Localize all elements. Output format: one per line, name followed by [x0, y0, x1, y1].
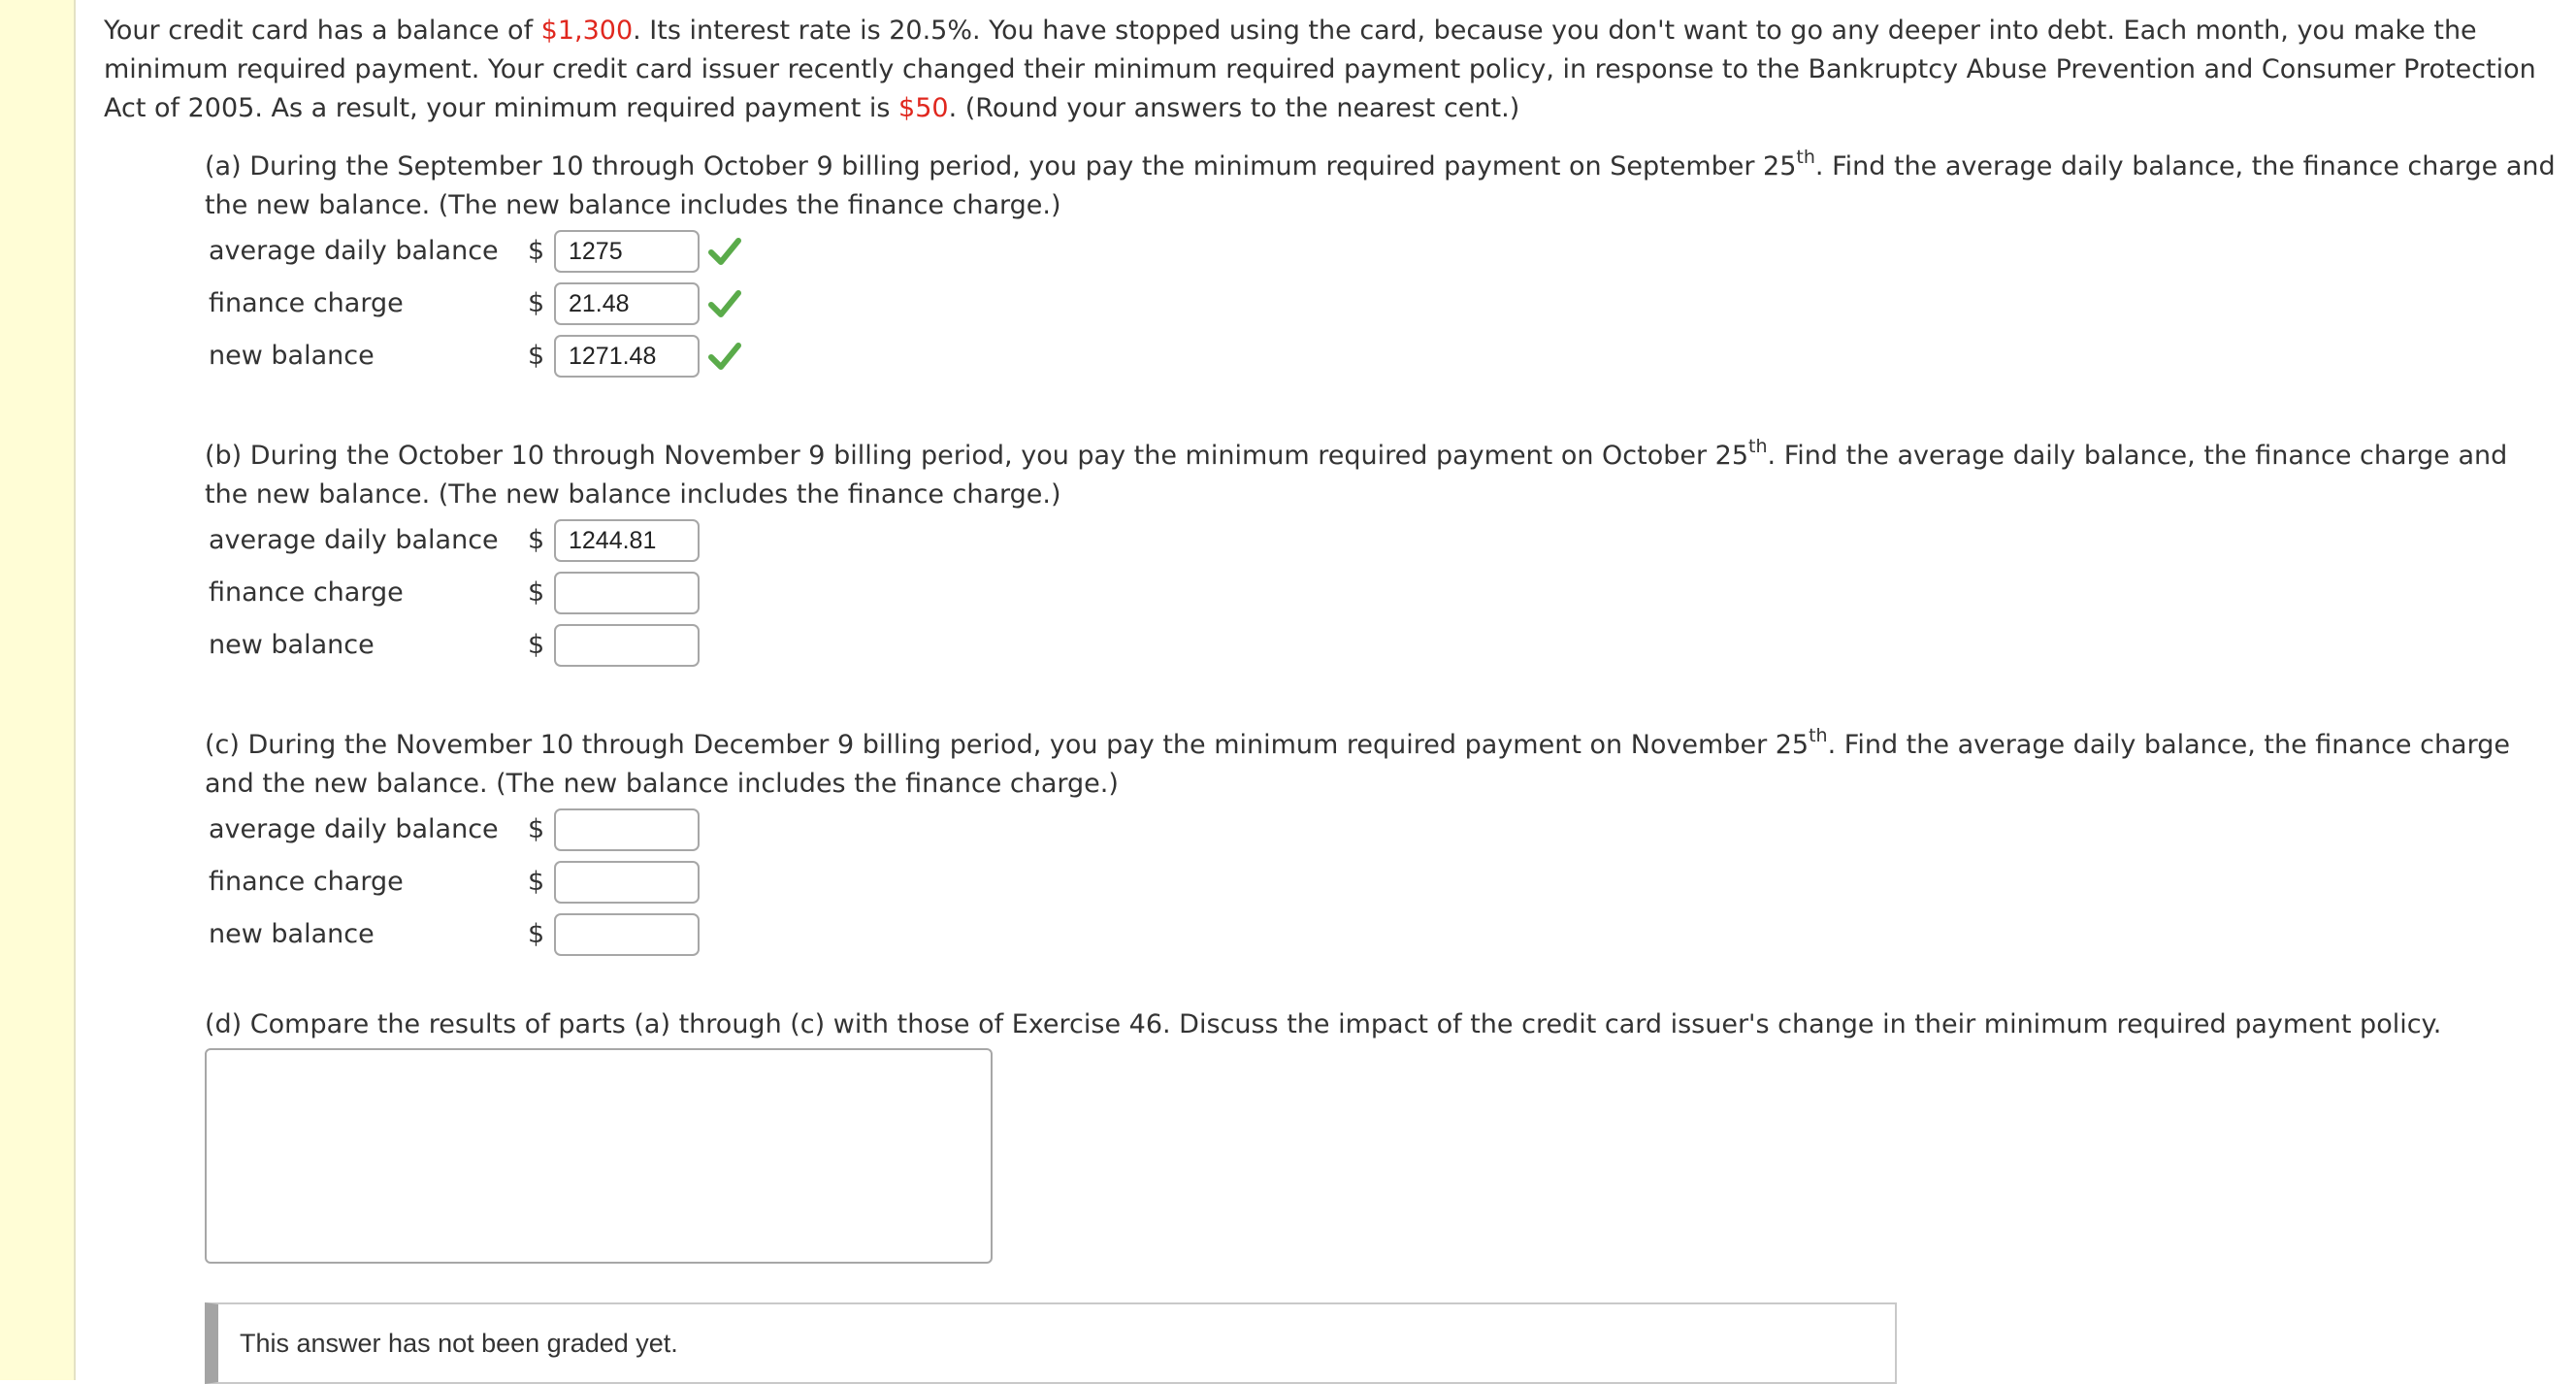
- currency-symbol: $: [528, 577, 545, 608]
- part-b-adb-row: [205, 514, 2559, 567]
- part-c: [205, 726, 2559, 961]
- check-icon: [707, 339, 742, 374]
- part-a-adb-row: [205, 225, 2559, 278]
- currency-symbol: $: [528, 814, 545, 844]
- part-c-nb-row: [205, 908, 2559, 961]
- grading-status-text: This answer has not been graded yet.: [240, 1329, 678, 1358]
- fc-label: finance charge: [209, 867, 404, 897]
- part-a-fc-row: [205, 278, 2559, 330]
- fc-label: finance charge: [209, 577, 404, 608]
- nb-label: new balance: [209, 919, 375, 949]
- currency-symbol: $: [528, 236, 545, 266]
- currency-symbol: $: [528, 341, 545, 371]
- part-d-prompt: (d) Compare the results of parts (a) through (c) with those of Exercise 46. Discuss the impact of the credit card issuer's change in their minimum required payment policy.: [205, 1009, 2442, 1039]
- part-a: [205, 148, 2559, 382]
- part-b: [205, 437, 2559, 672]
- balance-value: $1,300: [540, 16, 634, 46]
- part-b-prompt: (b) During the October 10 through November 9 billing period, you pay the minimum required payment on October 25th. Find the average daily balance, the finance charge and the new balance. (The new balance includes the finance charge.): [205, 436, 2508, 510]
- part-c-nb-input[interactable]: [554, 913, 700, 956]
- part-c-fc-row: [205, 856, 2559, 908]
- part-c-adb-input[interactable]: [554, 808, 700, 851]
- part-c-adb-row: [205, 804, 2559, 856]
- currency-symbol: $: [528, 288, 545, 318]
- fc-label: finance charge: [209, 288, 404, 318]
- adb-label: average daily balance: [209, 236, 499, 266]
- part-d-answer-textarea[interactable]: [205, 1048, 993, 1264]
- check-icon: [707, 286, 742, 321]
- currency-symbol: $: [528, 867, 545, 897]
- check-icon: [707, 234, 742, 269]
- currency-symbol: $: [528, 525, 545, 555]
- part-a-adb-input[interactable]: [554, 230, 700, 273]
- currency-symbol: $: [528, 919, 545, 949]
- part-a-nb-row: [205, 330, 2559, 382]
- part-a-nb-input[interactable]: [554, 335, 700, 378]
- part-b-fc-input[interactable]: [554, 572, 700, 614]
- question-content: [104, 12, 2559, 1384]
- part-c-fc-input[interactable]: [554, 861, 700, 904]
- part-d: [205, 1005, 2559, 1384]
- problem-statement: Your credit card has a balance of $1,300. Its interest rate is 20.5%. You have stopped using the card, because you don't want to go any deeper into debt. Each month, you make the minimum required payment. Your credit card issuer recently changed their minimum required payment policy, in response to the Bankruptcy Abuse Prevention and Consumer Protection Act of 2005. As a result, your minimum required payment is $50. (Round your answers to the nearest cent.): [104, 16, 2536, 123]
- nb-label: new balance: [209, 630, 375, 660]
- part-b-fc-row: [205, 567, 2559, 619]
- adb-label: average daily balance: [209, 814, 499, 844]
- currency-symbol: $: [528, 630, 545, 660]
- part-b-adb-input[interactable]: [554, 519, 700, 562]
- part-a-prompt: (a) During the September 10 through October 9 billing period, you pay the minimum required payment on September 25th. Find the average daily balance, the finance charge and the new balance. (The new balance includes the finance charge.): [205, 147, 2556, 220]
- min-payment-value: $50: [898, 93, 949, 123]
- nb-label: new balance: [209, 341, 375, 371]
- part-c-prompt: (c) During the November 10 through December 9 billing period, you pay the minimum required payment on November 25th. Find the average daily balance, the finance charge and the new balance. (The new balance includes the finance charge.): [205, 725, 2510, 799]
- part-b-nb-row: [205, 619, 2559, 672]
- grading-status-note: [205, 1302, 1897, 1384]
- left-margin-strip: [0, 0, 76, 1380]
- part-a-fc-input[interactable]: [554, 282, 700, 325]
- adb-label: average daily balance: [209, 525, 499, 555]
- part-b-nb-input[interactable]: [554, 624, 700, 667]
